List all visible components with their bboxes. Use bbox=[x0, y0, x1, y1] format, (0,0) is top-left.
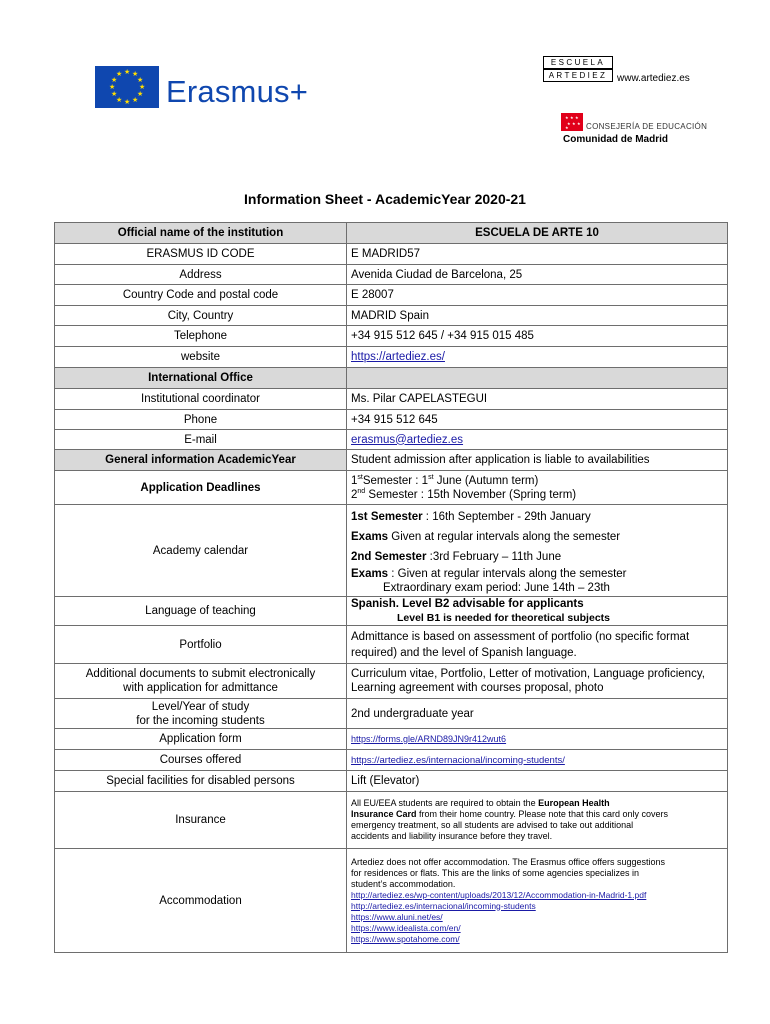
table-row bbox=[55, 326, 728, 347]
consejeria-text: CONSEJERÍA DE EDUCACIÓN bbox=[586, 122, 708, 131]
phone-value: +34 915 512 645 bbox=[347, 410, 728, 430]
general-info-heading: General information AcademicYear bbox=[55, 450, 347, 471]
coordinator-label: Institutional coordinator bbox=[55, 389, 347, 410]
telephone-value: +34 915 512 645 / +34 915 015 485 bbox=[347, 326, 728, 347]
calendar-value: 1st Semester : 16th September - 29th January Exams Given at regular intervals along the semester 2nd Semester :3rd February – 11th June Exams : Given at regular intervals along the semester Extraordinary exam period: June 14th – 23th bbox=[347, 505, 728, 597]
table-row bbox=[55, 389, 728, 410]
escuela-url: www.artediez.es bbox=[617, 73, 690, 84]
comunidad-madrid-text: Comunidad de Madrid bbox=[563, 134, 668, 145]
application-form-link[interactable]: https://forms.gle/ARND89JN9r412wut6 bbox=[351, 734, 507, 744]
table-row bbox=[55, 265, 728, 285]
intl-office-heading: International Office bbox=[55, 368, 347, 389]
table-row bbox=[55, 699, 728, 729]
information-table bbox=[54, 222, 728, 953]
intl-office-empty bbox=[347, 368, 728, 389]
deadlines-label: Application Deadlines bbox=[55, 471, 347, 505]
documents-label: Additional documents to submit electronically with application for admittance bbox=[55, 664, 347, 699]
escuela-logo-line2: ARTEDIEZ bbox=[543, 69, 613, 82]
table-row bbox=[55, 223, 728, 244]
table-row bbox=[55, 306, 728, 326]
table-row bbox=[55, 244, 728, 265]
page-title: Information Sheet - AcademicYear 2020-21 bbox=[244, 191, 526, 207]
table-row bbox=[55, 849, 728, 953]
eu-flag-logo: ★ ★ ★ ★ ★ ★ ★ ★ ★ ★ ★ ★ bbox=[95, 66, 159, 108]
city-label: City, Country bbox=[55, 306, 347, 326]
level-label: Level/Year of study for the incoming students bbox=[55, 699, 347, 729]
language-value: Spanish. Level B2 advisable for applicants Level B1 is needed for theoretical subjects bbox=[347, 597, 728, 626]
escuela-logo-line1: ESCUELA bbox=[543, 56, 613, 69]
table-row bbox=[55, 505, 728, 597]
level-value: 2nd undergraduate year bbox=[347, 699, 728, 729]
accommodation-label: Accommodation bbox=[55, 849, 347, 953]
insurance-label: Insurance bbox=[55, 792, 347, 849]
facilities-label: Special facilities for disabled persons bbox=[55, 771, 347, 792]
postal-value: E 28007 bbox=[347, 285, 728, 306]
escuela-artediez-logo bbox=[543, 56, 613, 82]
table-row bbox=[55, 792, 728, 849]
phone-label: Phone bbox=[55, 410, 347, 430]
address-label: Address bbox=[55, 265, 347, 285]
accommodation-link[interactable]: https://www.aluni.net/es/ bbox=[351, 911, 443, 922]
website-label: website bbox=[55, 347, 347, 368]
website-link[interactable]: https://artediez.es/ bbox=[351, 351, 445, 363]
general-info-value: Student admission after application is liable to availabilities bbox=[347, 450, 728, 471]
coordinator-value: Ms. Pilar CAPELASTEGUI bbox=[347, 389, 728, 410]
table-row bbox=[55, 410, 728, 430]
table-row bbox=[55, 450, 728, 471]
postal-label: Country Code and postal code bbox=[55, 285, 347, 306]
courses-label: Courses offered bbox=[55, 750, 347, 771]
accommodation-link[interactable]: https://www.idealista.com/en/ bbox=[351, 922, 461, 933]
deadlines-value: 1stSemester : 1st June (Autumn term) 2nd Semester : 15th November (Spring term) bbox=[347, 471, 728, 505]
table-row bbox=[55, 750, 728, 771]
header-value: ESCUELA DE ARTE 10 bbox=[347, 223, 728, 244]
accommodation-link[interactable]: http://artediez.es/internacional/incoming-students bbox=[351, 900, 536, 911]
table-row bbox=[55, 430, 728, 450]
table-row bbox=[55, 771, 728, 792]
facilities-value: Lift (Elevator) bbox=[347, 771, 728, 792]
calendar-label: Academy calendar bbox=[55, 505, 347, 597]
erasmus-id-value: E MADRID57 bbox=[347, 244, 728, 265]
language-label: Language of teaching bbox=[55, 597, 347, 626]
courses-link[interactable]: https://artediez.es/internacional/incoming-students/ bbox=[351, 754, 565, 766]
table-row bbox=[55, 471, 728, 505]
header-label: Official name of the institution bbox=[55, 223, 347, 244]
portfolio-value: Admittance is based on assessment of portfolio (no specific format required) and the level of Spanish language. bbox=[347, 626, 728, 664]
erasmus-id-label: ERASMUS ID CODE bbox=[55, 244, 347, 265]
madrid-flag-logo: ★ ★ ★ ★ ★ ★ ★ bbox=[561, 113, 583, 131]
accommodation-value: Artediez does not offer accommodation. The Erasmus office offers suggestions for residences or flats. This are the links of some agencies specializes in student’s accommodation. http://artediez.es/wp-content/uploads/2013/12/Accommodation-in-Madrid-1.pdf http://artediez.es/internacional/incoming-students https://www.aluni.net/es/ https://www.idealista.com/en/ https://www.spotahome.com/ bbox=[347, 849, 728, 953]
city-value: MADRID Spain bbox=[347, 306, 728, 326]
accommodation-link[interactable]: https://www.spotahome.com/ bbox=[351, 933, 460, 944]
table-row bbox=[55, 664, 728, 699]
application-form-label: Application form bbox=[55, 729, 347, 750]
table-row bbox=[55, 597, 728, 626]
table-row bbox=[55, 729, 728, 750]
table-row bbox=[55, 347, 728, 368]
erasmus-logo-text: Erasmus+ bbox=[166, 74, 309, 109]
table-row bbox=[55, 285, 728, 306]
table-row bbox=[55, 626, 728, 664]
accommodation-link[interactable]: http://artediez.es/wp-content/uploads/2013/12/Accommodation-in-Madrid-1.pdf bbox=[351, 889, 647, 900]
table-row bbox=[55, 368, 728, 389]
portfolio-label: Portfolio bbox=[55, 626, 347, 664]
address-value: Avenida Ciudad de Barcelona, 25 bbox=[347, 265, 728, 285]
insurance-value: All EU/EEA students are required to obtain the European Health Insurance Card from their home country. Please note that this card only covers emergency treatment, so all students are advised to take out additional accidents and liability insurance before they travel. bbox=[347, 792, 728, 849]
email-label: E-mail bbox=[55, 430, 347, 450]
email-link[interactable]: erasmus@artediez.es bbox=[351, 433, 464, 446]
telephone-label: Telephone bbox=[55, 326, 347, 347]
documents-value: Curriculum vitae, Portfolio, Letter of motivation, Language proficiency, Learning agreement with courses proposal, photo bbox=[347, 664, 728, 699]
